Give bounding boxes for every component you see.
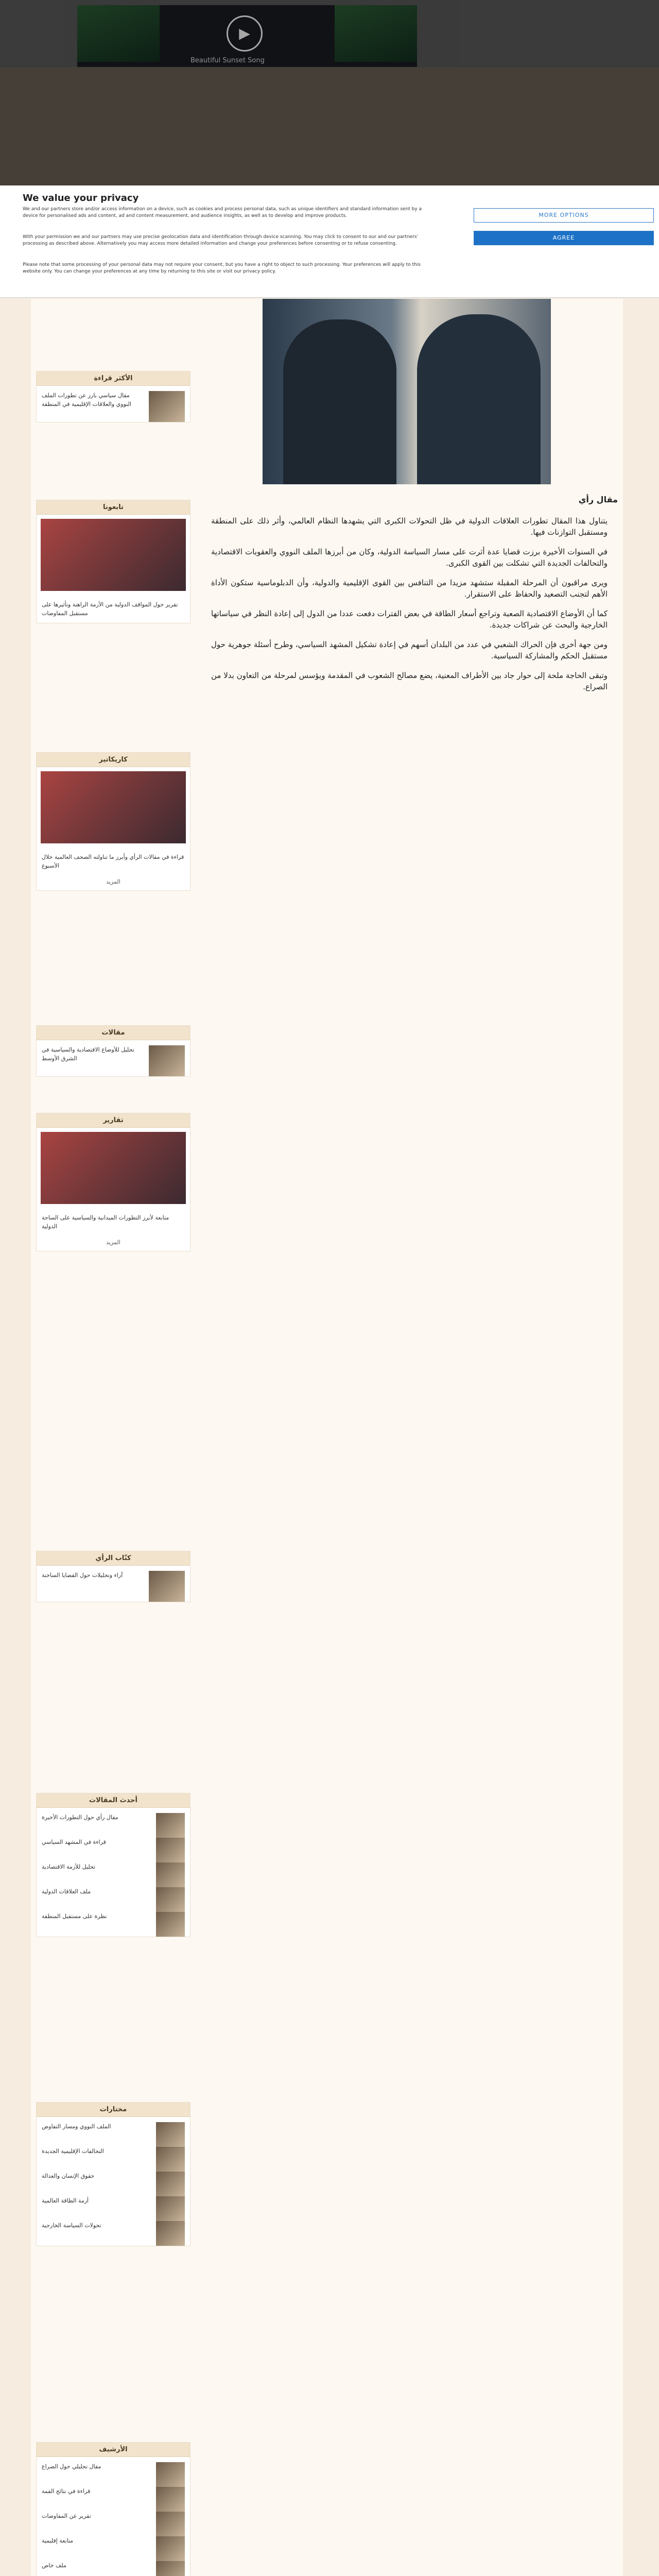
consent-text: We and our partners store and/or access information on a device, such as cookies and process personal data, such as unique identifiers and standard information sent by a device for personalised ads and content, ad and content measurement, and audience insights, as well as to develop and improve products. <box>23 207 422 218</box>
sidebar-widget <box>36 1551 190 1602</box>
consent-text: With your permission we and our partners may use precise geolocation data and identification through device scanning. You may click to consent to our and our partners’ processing as described above. Alternatively you may access more detailed information and change your preferences before consenting or to refuse consenting. <box>23 234 419 246</box>
thumbnail-image[interactable] <box>156 2221 185 2246</box>
thumbnail-image[interactable] <box>156 2196 185 2221</box>
widget-title: مختارات <box>37 2103 190 2117</box>
sidebar-widget <box>36 1025 190 1077</box>
list-item[interactable]: مقال رأي حول التطورات الأخيرة <box>42 1814 118 1821</box>
widget-title: كاريكاتير <box>37 753 190 767</box>
thumbnail-image[interactable] <box>156 2122 185 2147</box>
thumbnail-image[interactable] <box>156 1838 185 1862</box>
play-icon[interactable]: ▶ <box>227 15 263 52</box>
widget-title: تابعونا <box>37 500 190 515</box>
article-paragraph: وتبقى الحاجة ملحة إلى حوار جاد بين الأطراف المعنية، يضع مصالح الشعوب في المقدمة ويؤسس لمرحلة من التعاون بدلا من الصراع. <box>211 671 608 691</box>
list-item[interactable]: التحالفات الإقليمية الجديدة <box>42 2148 104 2155</box>
article-hero-image <box>263 299 551 484</box>
list-item[interactable]: الملف النووي ومسار التفاوض <box>42 2123 111 2130</box>
thumbnail-image[interactable] <box>149 391 185 422</box>
widget-image[interactable] <box>41 519 186 591</box>
more-link[interactable]: المزيد <box>106 878 120 885</box>
widget-text[interactable]: متابعة لأبرز التطورات الميدانية والسياسية على الساحة الدولية <box>42 1214 169 1230</box>
widget-title: الأكثر قراءة <box>37 371 190 386</box>
widget-text[interactable]: تحليل للأوضاع الاقتصادية والسياسية في الشرق الأوسط <box>42 1046 134 1062</box>
list-item[interactable]: حقوق الإنسان والعدالة <box>42 2173 95 2179</box>
list-item[interactable]: قراءة في المشهد السياسي <box>42 1839 106 1845</box>
article-body <box>211 515 608 701</box>
more-link[interactable]: المزيد <box>106 1239 120 1246</box>
thumbnail-image[interactable] <box>156 1813 185 1838</box>
thumbnail-image[interactable] <box>156 2147 185 2172</box>
article-paragraph: ومن جهة أخرى فإن الحراك الشعبي في عدد من البلدان أسهم في إعادة تشكيل المشهد السياسي، وطرح أسئلة جوهرية حول مستقبل الحكم والمشاركة السياسية. <box>211 640 608 660</box>
thumbnail-image[interactable] <box>156 2536 185 2561</box>
consent-title: We value your privacy <box>23 193 139 204</box>
article-paragraph: في السنوات الأخيرة برزت قضايا عدة أثرت على مسار السياسة الدولية، وكان من أبرزها الملف النووي والعقوبات الاقتصادية والتحالفات الجديدة التي تشكلت بين القوى الكبرى. <box>211 547 608 568</box>
list-item[interactable]: تحليل للأزمة الاقتصادية <box>42 1863 96 1870</box>
list-item[interactable]: أزمة الطاقة العالمية <box>42 2197 89 2204</box>
list-item[interactable]: متابعة إقليمية <box>42 2537 74 2544</box>
thumbnail-image[interactable] <box>156 2172 185 2196</box>
thumbnail-image[interactable] <box>156 2462 185 2487</box>
widget-text[interactable]: قراءة في مقالات الرأي وأبرز ما تناولته الصحف العالمية خلال الأسبوع <box>42 854 184 869</box>
list-item[interactable]: ملف العلاقات الدولية <box>42 1888 91 1895</box>
sidebar-widget <box>36 2442 190 2576</box>
thumbnail-image[interactable] <box>156 2561 185 2576</box>
hero-figure <box>283 319 396 484</box>
sidebar-widget <box>36 1793 190 1937</box>
article-paragraph: يتناول هذا المقال تطورات العلاقات الدولية في ظل التحولات الكبرى التي يشهدها النظام العالمي، وأثر ذلك على المنطقة ومستقبل التوازنات فيها. <box>211 516 608 537</box>
sidebar-widget <box>36 2102 190 2246</box>
thumbnail-image[interactable] <box>156 1862 185 1887</box>
main-layout <box>31 299 623 2576</box>
article-paragraph: ويرى مراقبون أن المرحلة المقبلة ستشهد مزيدا من التنافس بين القوى الإقليمية والدولية، وأن الدبلوماسية ستكون الأداة الأهم لتجنب التصعيد والحفاظ على الاستقرار. <box>211 578 608 599</box>
consent-backdrop <box>0 0 659 185</box>
widget-title: الأرشيف <box>37 2443 190 2457</box>
article-kicker: مقال رأي <box>578 495 618 504</box>
widget-title: مقالات <box>37 1026 190 1040</box>
thumbnail-image[interactable] <box>156 2487 185 2512</box>
sidebar-widget <box>36 500 190 623</box>
thumbnail-image[interactable] <box>149 1571 185 1602</box>
list-item[interactable]: تقرير عن المفاوضات <box>42 2513 91 2519</box>
agree-button[interactable]: AGREE <box>474 231 654 245</box>
list-item[interactable]: مقال تحليلي حول الصراع <box>42 2463 101 2470</box>
sidebar-widget <box>36 371 190 422</box>
consent-dialog <box>0 185 659 298</box>
consent-text: Please note that some processing of your personal data may not require your consent, but you have a right to object to such processing. Your preferences will apply to this website only. You can change your preferences at any time by returning to this site or visit our privacy policy. <box>23 262 421 274</box>
article-paragraph: كما أن الأوضاع الاقتصادية الصعبة وتراجع أسعار الطاقة في بعض الفترات دفعت عددا من الدول إلى إعادة النظر في سياساتها الخارجية والبحث عن شراكات جديدة. <box>211 609 608 630</box>
video-title: Beautiful Sunset Song <box>190 57 265 64</box>
widget-text[interactable]: تقرير حول المواقف الدولية من الأزمة الراهنة وتأثيرها على مستقبل المفاوضات <box>42 601 178 617</box>
widget-title: أحدث المقالات <box>37 1793 190 1808</box>
widget-text[interactable]: آراء وتحليلات حول القضايا الساخنة <box>42 1572 123 1579</box>
thumbnail-image[interactable] <box>156 2512 185 2536</box>
thumbnail-image[interactable] <box>149 1045 185 1076</box>
list-item[interactable]: تحولات السياسة الخارجية <box>42 2222 101 2229</box>
list-item[interactable]: نظرة على مستقبل المنطقة <box>42 1913 107 1920</box>
sidebar-widget <box>36 1113 190 1251</box>
widget-title: تقارير <box>37 1113 190 1128</box>
widget-title: كتّاب الرأي <box>37 1551 190 1566</box>
thumbnail-image[interactable] <box>156 1912 185 1937</box>
widget-text[interactable]: مقال سياسي بارز عن تطورات الملف النووي والعلاقات الإقليمية في المنطقة <box>42 392 131 408</box>
list-item[interactable]: قراءة في نتائج القمة <box>42 2488 91 2495</box>
widget-image[interactable] <box>41 771 186 843</box>
widget-image[interactable] <box>41 1132 186 1204</box>
hero-figure <box>417 314 541 484</box>
more-options-button[interactable]: MORE OPTIONS <box>474 208 654 223</box>
list-item[interactable]: ملف خاص <box>42 2562 66 2569</box>
thumbnail-image[interactable] <box>156 1887 185 1912</box>
sidebar-widget <box>36 752 190 891</box>
